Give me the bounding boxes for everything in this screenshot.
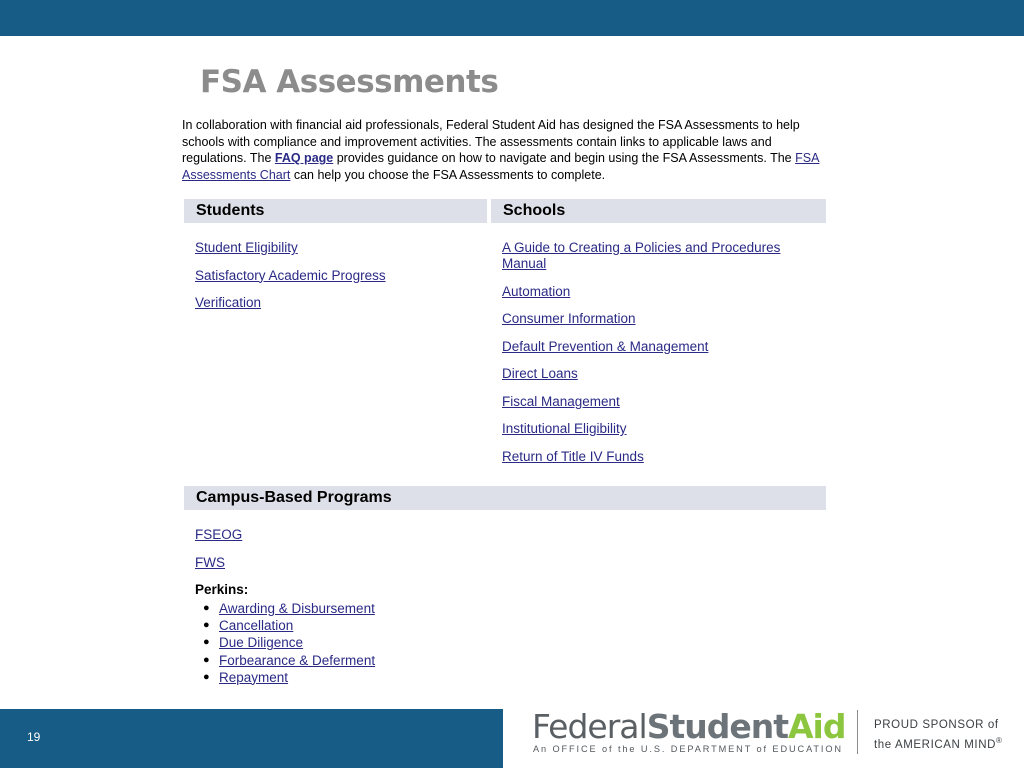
perkins-label: Perkins: bbox=[195, 582, 249, 597]
intro-text-1: In collaboration with financial aid professionals, Federal Student Aid has designed the FSA Assessments to help schools with compliance and improvement activities. The assessments contain links to applicable laws and regulations. The bbox=[182, 118, 800, 165]
link-forbearance-deferment[interactable]: Forbearance & Deferment bbox=[219, 652, 376, 668]
logo-wordmark bbox=[532, 707, 845, 746]
students-header: Students bbox=[184, 199, 487, 223]
link-satisfactory-academic-progress[interactable]: Satisfactory Academic Progress bbox=[195, 267, 386, 283]
bullet-icon: ● bbox=[203, 619, 210, 632]
logo-subtitle: An OFFICE of the U.S. DEPARTMENT of EDUCATION bbox=[533, 744, 843, 754]
federal-student-aid-logo bbox=[532, 707, 846, 759]
registered-mark: ® bbox=[996, 736, 1003, 745]
bullet-icon: ● bbox=[203, 602, 210, 614]
link-fiscal-management[interactable]: Fiscal Management bbox=[502, 393, 620, 409]
schools-header: Schools bbox=[491, 199, 826, 223]
sponsor-line-1: PROUD SPONSOR of bbox=[874, 719, 999, 731]
link-default-prevention-management[interactable]: Default Prevention & Management bbox=[502, 338, 709, 354]
bullet-icon: ● bbox=[203, 636, 210, 649]
link-awarding-disbursement[interactable]: Awarding & Disbursement bbox=[219, 601, 375, 616]
sponsor-line-2-wrap bbox=[874, 733, 1003, 753]
bullet-icon: ● bbox=[203, 670, 210, 683]
logo-student: Student bbox=[646, 707, 788, 746]
link-cancellation[interactable]: Cancellation bbox=[219, 618, 294, 634]
intro-paragraph bbox=[182, 117, 832, 183]
link-fseog[interactable]: FSEOG bbox=[195, 527, 243, 542]
list-item bbox=[195, 669, 595, 686]
link-verification[interactable]: Verification bbox=[195, 295, 262, 310]
link-return-of-title-iv-funds[interactable]: Return of Title IV Funds bbox=[502, 448, 644, 464]
campus-based-programs-header: Campus-Based Programs bbox=[184, 486, 826, 510]
sponsor-line-2: the AMERICAN MIND bbox=[874, 738, 997, 751]
link-policies-procedures-manual[interactable]: A Guide to Creating a Policies and Procedures Manual bbox=[502, 240, 781, 271]
faq-page-link[interactable]: FAQ page bbox=[274, 151, 334, 165]
link-fws[interactable]: FWS bbox=[195, 554, 225, 570]
link-due-diligence[interactable]: Due Diligence bbox=[219, 635, 304, 651]
page-number: 19 bbox=[27, 730, 41, 744]
bullet-icon: ● bbox=[203, 653, 210, 666]
logo-federal: Federal bbox=[532, 707, 647, 746]
link-direct-loans[interactable]: Direct Loans bbox=[502, 366, 578, 381]
intro-text-3: can help you choose the FSA Assessments to complete. bbox=[290, 167, 606, 182]
top-banner bbox=[0, 0, 1024, 36]
link-consumer-information[interactable]: Consumer Information bbox=[502, 311, 636, 326]
link-student-eligibility[interactable]: Student Eligibility bbox=[195, 240, 298, 255]
schools-list bbox=[502, 240, 802, 476]
fsa-assessments-chart-link[interactable]: FSA Assessments Chart bbox=[182, 151, 820, 182]
list-item bbox=[195, 600, 595, 617]
list-item bbox=[195, 617, 595, 634]
link-automation[interactable]: Automation bbox=[502, 283, 571, 299]
sponsor-text bbox=[874, 718, 1003, 753]
logo-divider bbox=[857, 710, 858, 754]
list-item bbox=[195, 634, 595, 651]
intro-text-2: provides guidance on how to navigate and begin using the FSA Assessments. The bbox=[333, 151, 796, 165]
logo-aid: Aid bbox=[788, 707, 846, 746]
link-repayment[interactable]: Repayment bbox=[219, 669, 289, 685]
bottom-banner bbox=[0, 709, 503, 768]
campus-list bbox=[195, 527, 595, 686]
perkins-list bbox=[195, 600, 595, 686]
link-institutional-eligibility[interactable]: Institutional Eligibility bbox=[502, 421, 627, 436]
page-title: FSA Assessments bbox=[200, 64, 499, 100]
students-list bbox=[195, 240, 485, 323]
list-item bbox=[195, 652, 595, 669]
